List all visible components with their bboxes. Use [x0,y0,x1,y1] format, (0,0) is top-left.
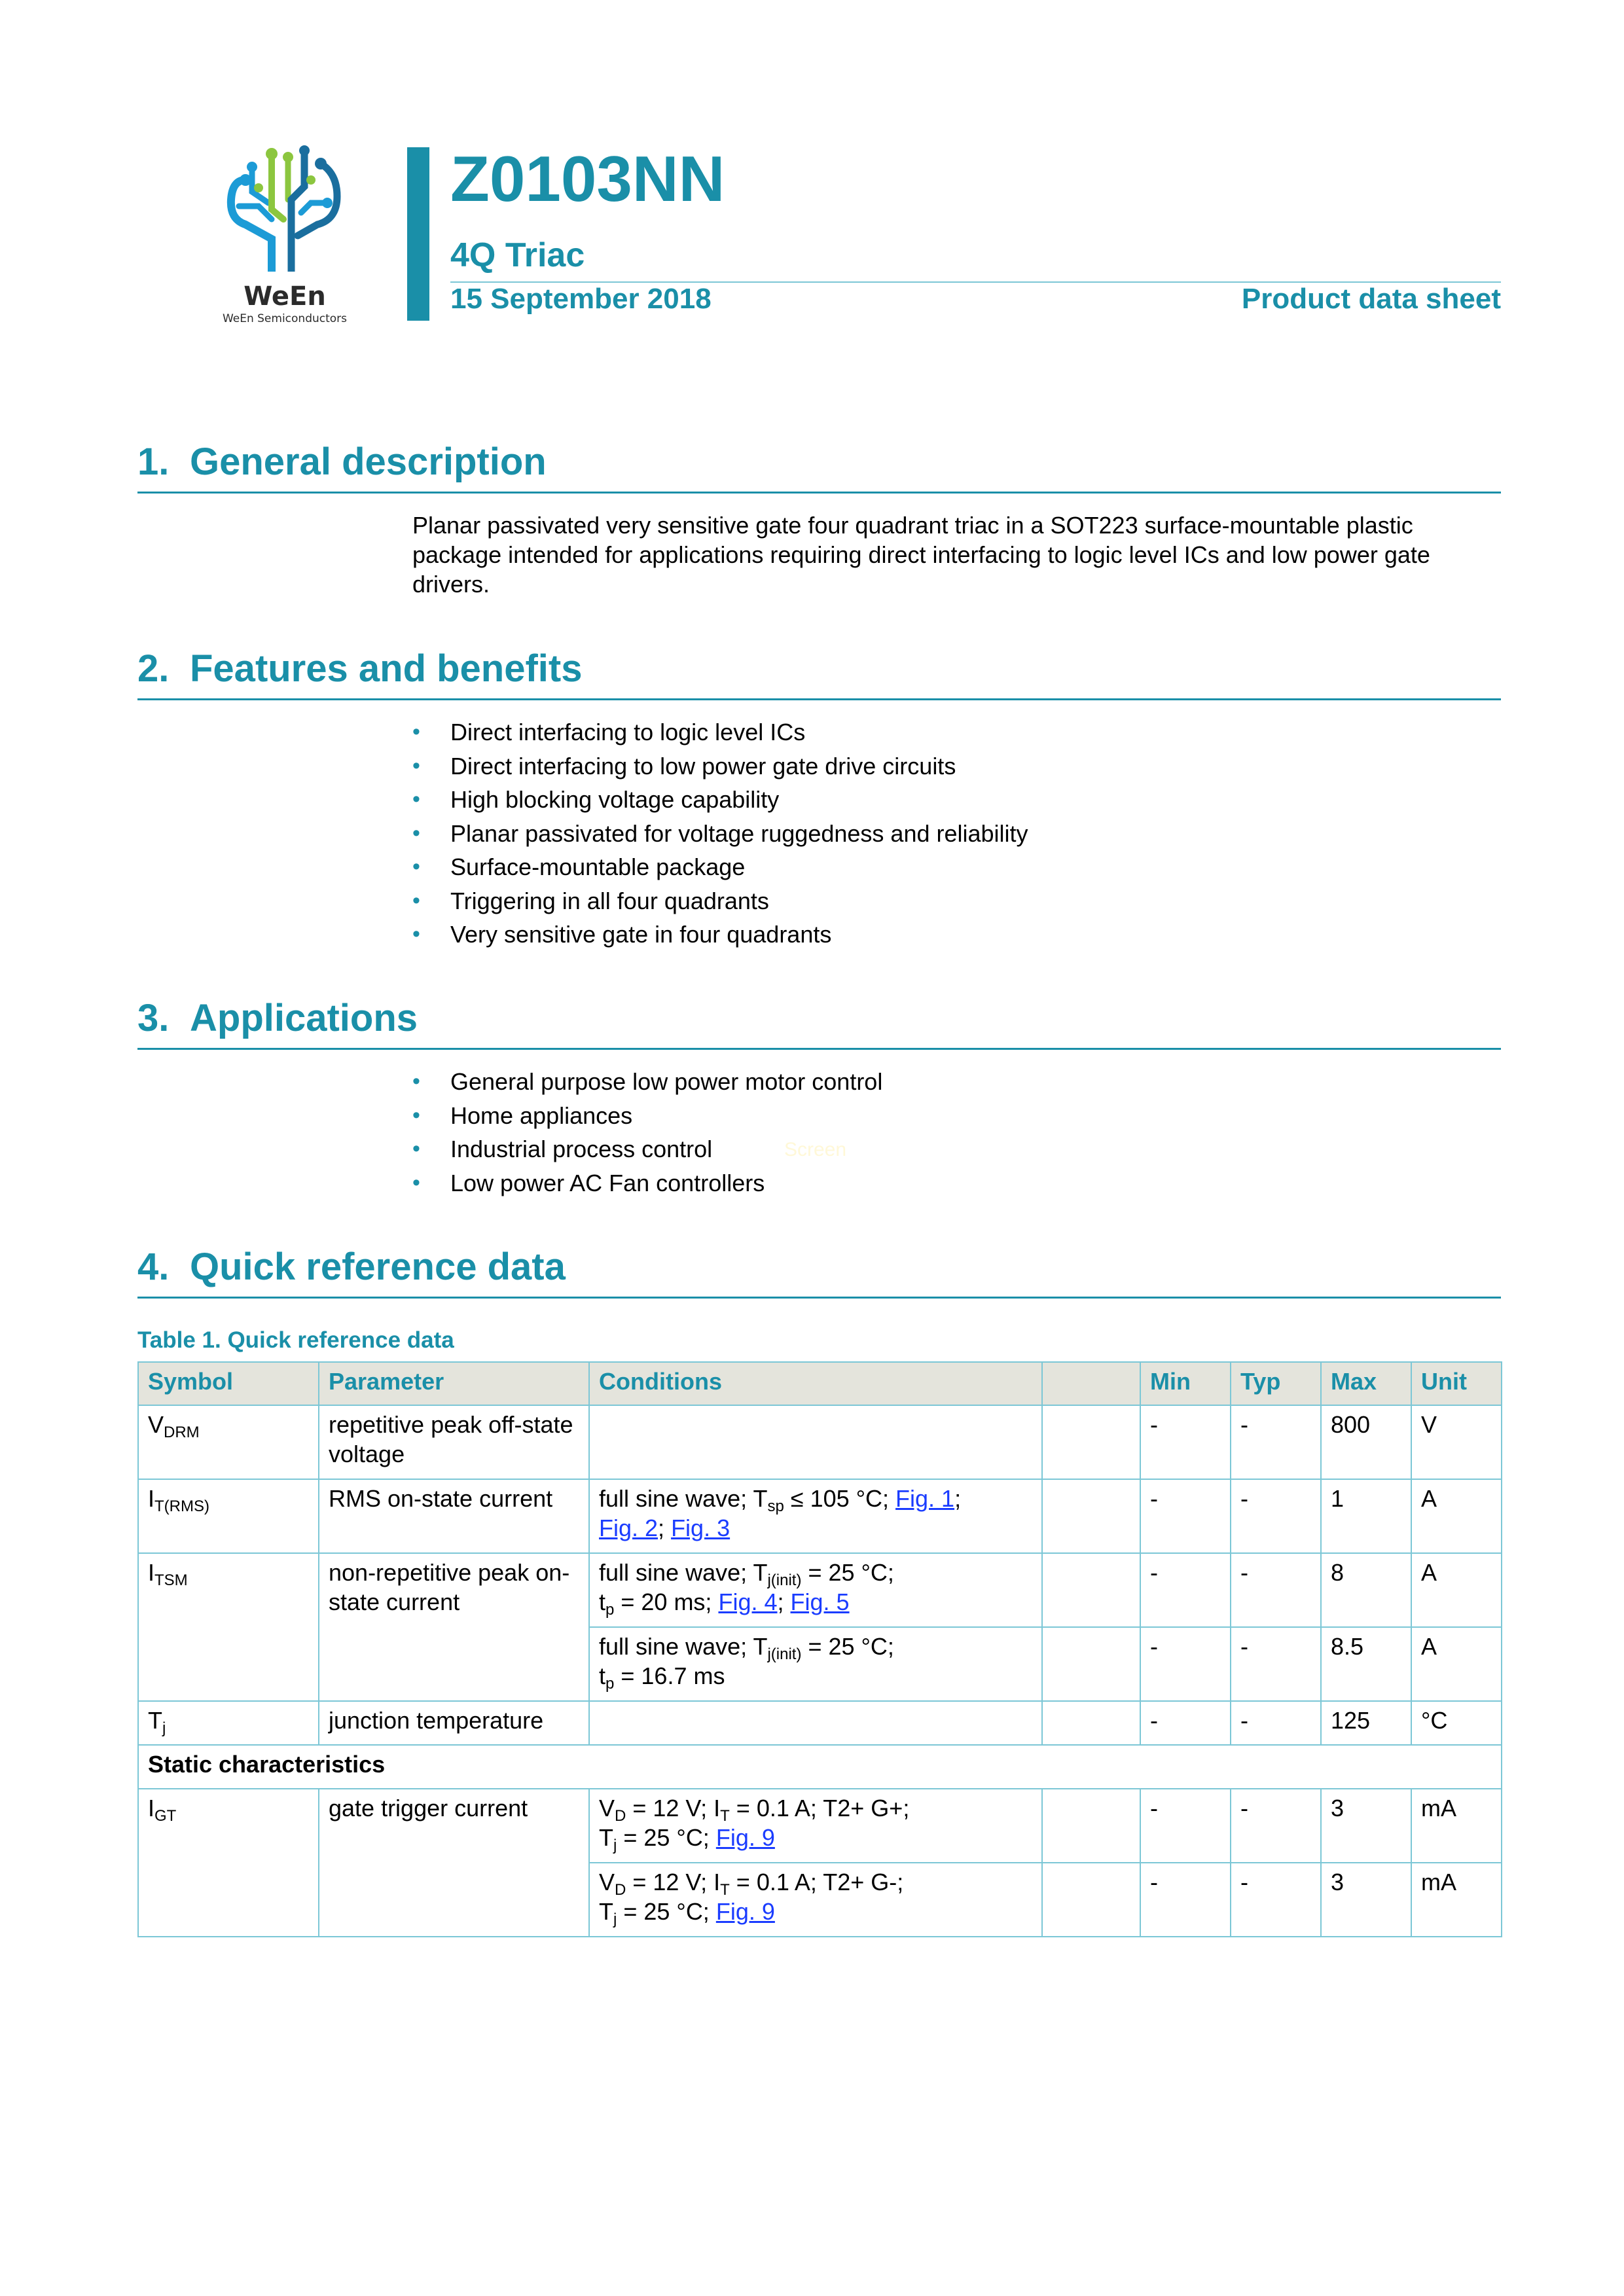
section-title: Applications [190,997,418,1039]
list-item: • Industrial process control [412,1134,882,1168]
list-item: • Surface-mountable package [412,852,1028,886]
max-cell: 8.5 [1321,1627,1411,1701]
list-item: • Direct interfacing to low power gate drive circuits [412,751,1028,785]
max-cell: 800 [1321,1405,1411,1479]
condition-subscript: D [615,1881,626,1899]
condition-subscript: j(init) [767,1645,802,1663]
parameter-cell: RMS on-state current [319,1479,589,1553]
condition-subscript: j(init) [767,1571,802,1589]
blank-cell [1042,1405,1140,1479]
list-item: • Direct interfacing to logic level ICs [412,717,1028,751]
brain-tree-icon [206,141,363,272]
symbol-subscript: j [162,1719,166,1737]
logo-subtitle: WeEn Semiconductors [222,312,348,325]
applications-list [412,1067,882,1202]
section-heading-features [137,647,1501,700]
condition-text: = 20 ms; [614,1588,719,1615]
blank-cell [1042,1863,1140,1937]
symbol-subscript: DRM [164,1424,200,1441]
condition-text: T [599,1824,613,1851]
condition-separator: ; [777,1588,791,1615]
symbol-subscript: T(RMS) [154,1498,209,1515]
condition-text: full sine wave; T [599,1559,768,1586]
column-header-min: Min [1140,1362,1231,1405]
conditions-cell [589,1863,1042,1937]
condition-subscript: T [720,1807,730,1825]
logo-wordmark: WeEn [244,281,326,312]
condition-text: = 16.7 ms [614,1662,725,1689]
min-cell: - [1140,1627,1231,1701]
condition-text: = 0.1 A; T2+ G+; [729,1795,910,1821]
min-cell: - [1140,1405,1231,1479]
symbol-main: I [148,1795,155,1821]
symbol-main: T [148,1707,162,1734]
table-row [138,1479,1502,1553]
condition-text: = 25 °C; [801,1633,894,1660]
typ-cell: - [1231,1479,1321,1553]
symbol-cell [138,1405,319,1479]
condition-text: = 12 V; I [626,1869,721,1895]
parameter-cell: repetitive peak off-state voltage [319,1405,589,1479]
max-cell: 1 [1321,1479,1411,1553]
parameter-cell: gate trigger current [319,1789,589,1937]
list-item: • General purpose low power motor control [412,1067,882,1101]
blank-cell [1042,1553,1140,1627]
typ-cell: - [1231,1627,1321,1701]
conditions-cell [589,1627,1042,1701]
condition-text: = 0.1 A; T2+ G-; [729,1869,904,1895]
section-title: Features and benefits [190,647,583,690]
symbol-main: V [148,1411,164,1438]
unit-cell: A [1411,1627,1502,1701]
ween-logo [206,141,363,331]
blank-cell [1042,1789,1140,1863]
column-header-conditions: Conditions [589,1362,1042,1405]
min-cell: - [1140,1863,1231,1937]
condition-separator: ; [954,1485,962,1512]
section-heading-applications [137,996,1501,1050]
document-title: Z0103NN [450,143,725,215]
condition-text: V [599,1795,615,1821]
static-characteristics-heading: Static characteristics [138,1745,1502,1789]
table-row [138,1701,1502,1745]
list-item: • Planar passivated for voltage ruggedness and reliability [412,819,1028,853]
fig-5-link[interactable]: Fig. 5 [790,1588,850,1615]
symbol-cell [138,1701,319,1745]
symbol-main: I [148,1485,155,1512]
unit-cell: mA [1411,1789,1502,1863]
section-number: 1. [137,440,170,483]
table-row [138,1553,1502,1627]
max-cell: 3 [1321,1863,1411,1937]
table-header-row [138,1362,1502,1405]
symbol-cell [138,1553,319,1701]
condition-text: t [599,1662,606,1689]
section-heading-general [137,440,1501,493]
condition-text: V [599,1869,615,1895]
section-number: 2. [137,647,170,690]
fig-3-link[interactable]: Fig. 3 [671,1515,731,1541]
unit-cell: A [1411,1479,1502,1553]
unit-cell: V [1411,1405,1502,1479]
condition-text: = 25 °C; [617,1898,716,1925]
document-date: 15 September 2018 [450,283,712,315]
min-cell: - [1140,1789,1231,1863]
list-item: • High blocking voltage capability [412,785,1028,819]
section-heading-quick-reference [137,1245,1501,1299]
parameter-cell: junction temperature [319,1701,589,1745]
condition-text: = 25 °C; [617,1824,716,1851]
symbol-main: I [148,1559,155,1586]
column-header-symbol: Symbol [138,1362,319,1405]
typ-cell: - [1231,1405,1321,1479]
table-section-row [138,1745,1502,1789]
conditions-cell [589,1479,1042,1553]
features-list [412,717,1028,954]
condition-text: = 25 °C; [801,1559,894,1586]
max-cell: 8 [1321,1553,1411,1627]
parameter-cell: non-repetitive peak on-state current [319,1553,589,1701]
general-description-text: Planar passivated very sensitive gate four quadrant triac in a SOT223 surface-mountable plastic package intended for applications requiring direct interfacing to logic level ICs and low power gate drivers. [412,512,1430,598]
condition-subscript: j [613,1910,617,1928]
conditions-cell [589,1789,1042,1863]
header-accent-bar [407,147,429,321]
condition-subscript: T [720,1881,730,1899]
conditions-cell [589,1405,1042,1479]
symbol-subscript: GT [154,1807,177,1825]
section-number: 3. [137,997,170,1039]
column-header-typ: Typ [1231,1362,1321,1405]
unit-cell: mA [1411,1863,1502,1937]
document-subtitle: 4Q Triac [450,236,585,274]
condition-text: full sine wave; T [599,1485,768,1512]
fig-9-link[interactable]: Fig. 9 [715,1824,775,1851]
blank-cell [1042,1479,1140,1553]
fig-1-link[interactable]: Fig. 1 [895,1485,955,1512]
condition-separator: ; [658,1515,672,1541]
fig-4-link[interactable]: Fig. 4 [718,1588,778,1615]
section-number: 4. [137,1246,170,1288]
unit-cell: °C [1411,1701,1502,1745]
condition-text: ≤ 105 °C; [784,1485,896,1512]
symbol-subscript: TSM [154,1571,188,1589]
section-title: General description [190,440,547,483]
condition-subscript: j [613,1837,617,1854]
condition-text: T [599,1898,613,1925]
typ-cell: - [1231,1863,1321,1937]
faint-watermark-text: Screen [784,1139,847,1160]
typ-cell: - [1231,1789,1321,1863]
condition-text: t [599,1588,606,1615]
table-row [138,1789,1502,1863]
min-cell: - [1140,1701,1231,1745]
min-cell: - [1140,1553,1231,1627]
max-cell: 125 [1321,1701,1411,1745]
quick-reference-table [137,1361,1502,1937]
condition-subscript: sp [767,1498,784,1515]
document-type: Product data sheet [1241,283,1501,315]
condition-text: = 12 V; I [626,1795,721,1821]
min-cell: - [1140,1479,1231,1553]
column-header-parameter: Parameter [319,1362,589,1405]
symbol-cell [138,1789,319,1937]
blank-cell [1042,1701,1140,1745]
list-item: • Triggering in all four quadrants [412,886,1028,920]
fig-2-link[interactable]: Fig. 2 [599,1515,659,1541]
condition-subscript: p [605,1675,615,1693]
condition-subscript: p [605,1601,615,1619]
list-item: • Low power AC Fan controllers [412,1168,882,1202]
unit-cell: A [1411,1553,1502,1627]
typ-cell: - [1231,1701,1321,1745]
column-header-unit: Unit [1411,1362,1502,1405]
list-item: • Very sensitive gate in four quadrants [412,920,1028,954]
conditions-cell [589,1701,1042,1745]
column-header-max: Max [1321,1362,1411,1405]
blank-cell [1042,1627,1140,1701]
fig-9-link[interactable]: Fig. 9 [715,1898,775,1925]
typ-cell: - [1231,1553,1321,1627]
column-header-blank [1042,1362,1140,1405]
symbol-cell [138,1479,319,1553]
table-caption: Table 1. Quick reference data [137,1327,454,1353]
condition-subscript: D [615,1807,626,1825]
table-row [138,1405,1502,1479]
condition-text: full sine wave; T [599,1633,768,1660]
section-title: Quick reference data [190,1246,566,1288]
list-item: • Home appliances [412,1101,882,1135]
max-cell: 3 [1321,1789,1411,1863]
conditions-cell [589,1553,1042,1627]
